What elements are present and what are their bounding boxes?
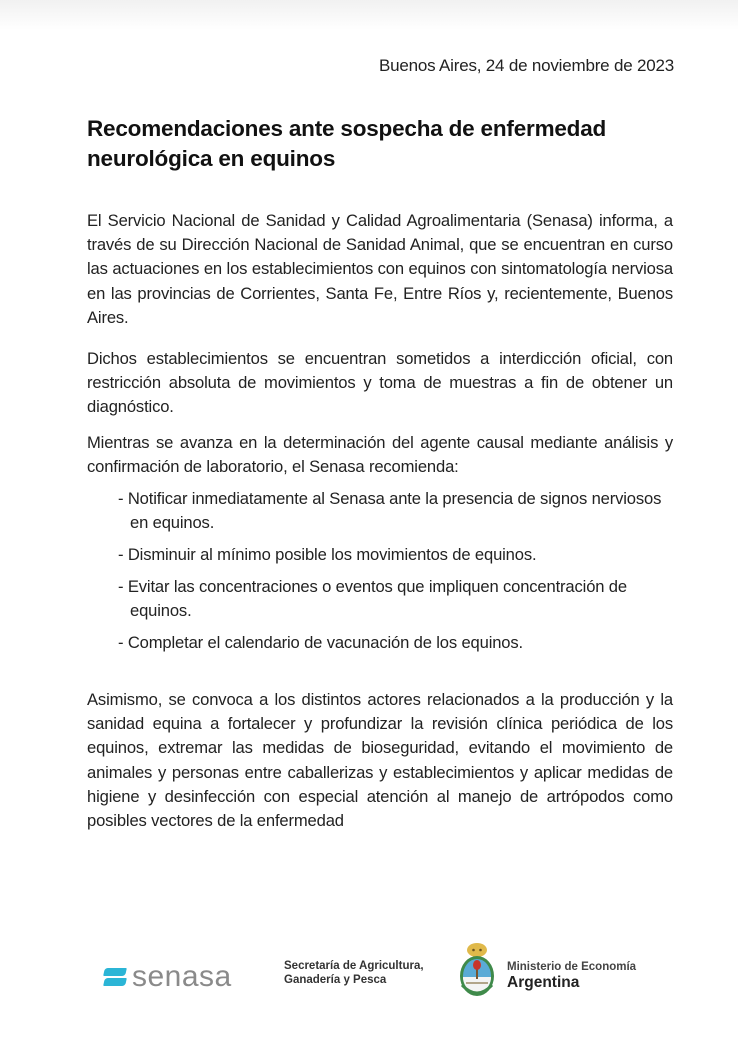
list-item: - Disminuir al mínimo posible los movimientos de equinos. bbox=[118, 545, 537, 564]
footer-logos bbox=[0, 935, 738, 1015]
paragraph-interdiction: Dichos establecimientos se encuentran sometidos a interdicción oficial, con restricción absoluta de movimientos y toma de muestras a fin de obtener un diagnóstico. bbox=[87, 349, 673, 417]
top-shade bbox=[0, 0, 738, 30]
recommendations-list bbox=[118, 487, 678, 663]
senasa-wordmark: senasa bbox=[132, 960, 232, 993]
list-item: - Evitar las concentraciones o eventos que impliquen concentración de equinos. bbox=[118, 577, 627, 620]
ministerio-line-2: Argentina bbox=[507, 974, 580, 991]
document-title: Recomendaciones ante sospecha de enfermedad neurológica en equinos bbox=[87, 116, 607, 171]
list-item: - Completar el calendario de vacunación de los equinos. bbox=[118, 633, 523, 652]
senasa-logo-mark-icon bbox=[104, 968, 126, 986]
secretaria-line-1: Secretaría de Agricultura, bbox=[284, 960, 424, 972]
paragraph-closing: Asimismo, se convoca a los distintos actores relacionados a la producción y la sanidad equina a fortalecer y profundizar la revisión clínica periódica de los equinos, extremar las medidas de bioseguridad, evitando el movimiento de animales y personas entre caballerizas y establecimientos y aplicar medidas de higiene y desinfección con especial atención al manejo de artrópodos como posibles vectores de la enfermedad bbox=[87, 690, 673, 831]
ministerio-line-1: Ministerio de Economía bbox=[507, 961, 637, 973]
date-line: Buenos Aires, 24 de noviembre de 2023 bbox=[378, 56, 674, 75]
ministerio-logo bbox=[507, 960, 636, 992]
secretaria-line-2: Ganadería y Pesca bbox=[284, 974, 387, 986]
argentina-coat-of-arms-icon bbox=[456, 941, 498, 999]
paragraph-intro: El Servicio Nacional de Sanidad y Calidad Agroalimentaria (Senasa) informa, a través de su Dirección Nacional de Sanidad Animal, que se encuentran en curso las actuaciones en los establecimientos con equinos con sintomatología nerviosa en las provincias de Corrientes, Santa Fe, Entre Ríos y, recientemente, Buenos Aires. bbox=[87, 211, 673, 327]
paragraph-recommends: Mientras se avanza en la determinación del agente causal mediante análisis y confirmación de laboratorio, el Senasa recomienda: bbox=[87, 433, 673, 477]
secretaria-logo bbox=[284, 959, 424, 987]
list-item: - Notificar inmediatamente al Senasa ante la presencia de signos nerviosos en equinos. bbox=[118, 489, 662, 532]
senasa-logo bbox=[104, 962, 232, 992]
